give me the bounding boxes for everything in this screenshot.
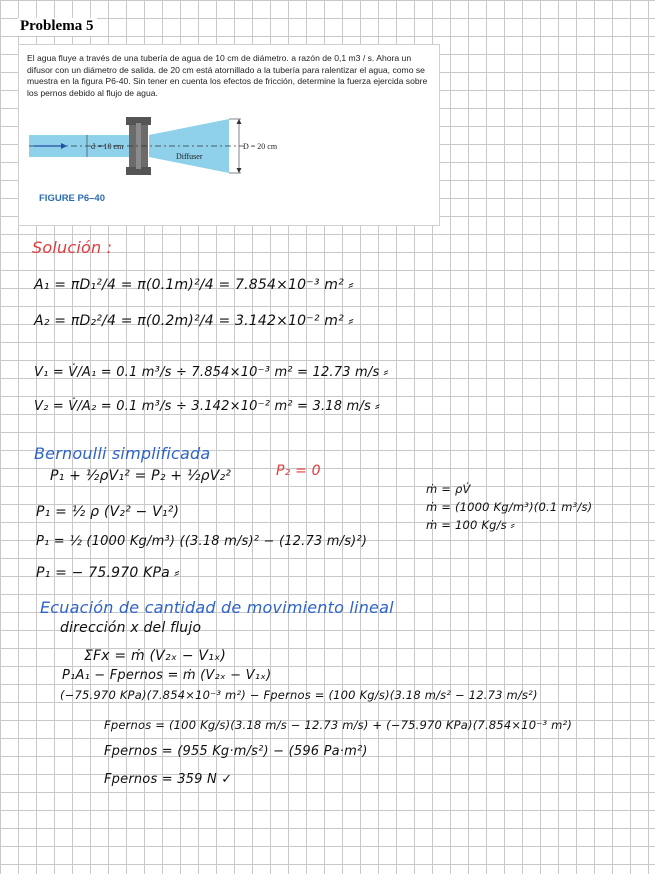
momentum-equation-3: (−75.970 KPa)(7.854×10⁻³ m²) − Fpernos = (100 Kg/s)(3.18 m/s² − 12.73 m/s²) bbox=[60, 688, 538, 702]
mass-flow-result: ṁ = 100 Kg/s ⸗ bbox=[426, 518, 515, 532]
page-title: Problema 5 bbox=[18, 18, 97, 36]
p1-substitution: P₁ = ½ (1000 Kg/m³) ((3.18 m/s)² − (12.73 m/s)²) bbox=[36, 534, 368, 549]
p1-expression: P₁ = ½ ρ (V₂² − V₁²) bbox=[36, 504, 180, 520]
bernoulli-equation: P₁ + ½ρV₁² = P₂ + ½ρV₂² bbox=[50, 468, 232, 484]
area-2-equation: A₂ = πD₂²/4 = π(0.2m)²/4 = 3.142×10⁻² m² ⸗ bbox=[34, 313, 354, 329]
momentum-equation-2: P₁A₁ − Fpernos = ṁ (V₂ₓ − V₁ₓ) bbox=[62, 668, 272, 683]
small-diameter-label: d = 10 cm bbox=[91, 142, 124, 151]
p1-result: P₁ = − 75.970 KPa ⸗ bbox=[36, 565, 180, 581]
solution-heading: Solución : bbox=[32, 238, 113, 257]
diffuser-label: Diffuser bbox=[176, 152, 203, 161]
problem-statement: El agua fluye a través de una tubería de agua de 10 cm de diámetro. a razón de 0,1 m3 / s. Ahora un difusor con un diámetro de salida. de 20 cm está atornillado a la tubería para ralentizar el agua, como se muestra en la figura P6-40. Sin tener en cuenta los efectos de fricción, determine la fuerza ejercida sobre los pernos debido al flujo de agua. bbox=[27, 53, 428, 98]
mass-flow-substitution: ṁ = (1000 Kg/m³)(0.1 m³/s) bbox=[426, 500, 593, 514]
p2-condition: P₂ = 0 bbox=[276, 463, 321, 479]
momentum-equation-1: ΣFx = ṁ (V₂ₓ − V₁ₓ) bbox=[84, 648, 227, 664]
momentum-subheading: dirección x del flujo bbox=[60, 620, 202, 636]
bernoulli-heading: Bernoulli simplificada bbox=[34, 444, 211, 463]
momentum-equation-5: Fpernos = (955 Kg·m/s²) − (596 Pa·m²) bbox=[104, 744, 368, 759]
velocity-1-equation: V₁ = V̇/A₁ = 0.1 m³/s ÷ 7.854×10⁻³ m² = 12.73 m/s ⸗ bbox=[34, 365, 389, 380]
momentum-heading: Ecuación de cantidad de movimiento lineal bbox=[40, 598, 394, 617]
area-1-equation: A₁ = πD₁²/4 = π(0.1m)²/4 = 7.854×10⁻³ m² ⸗ bbox=[34, 277, 354, 293]
figure-caption: FIGURE P6–40 bbox=[39, 193, 105, 204]
velocity-2-equation: V₂ = V̇/A₂ = 0.1 m³/s ÷ 3.142×10⁻² m² = 3.18 m/s ⸗ bbox=[34, 399, 380, 414]
final-result: Fpernos = 359 N ✓ bbox=[104, 772, 233, 787]
mass-flow-definition: ṁ = ρV̇ bbox=[426, 482, 471, 496]
momentum-equation-4: Fpernos = (100 Kg/s)(3.18 m/s − 12.73 m/s) + (−75.970 KPa)(7.854×10⁻³ m²) bbox=[104, 718, 573, 732]
diffuser-figure bbox=[29, 115, 289, 195]
problem-statement-box bbox=[18, 44, 440, 226]
large-diameter-label: D = 20 cm bbox=[243, 142, 278, 151]
